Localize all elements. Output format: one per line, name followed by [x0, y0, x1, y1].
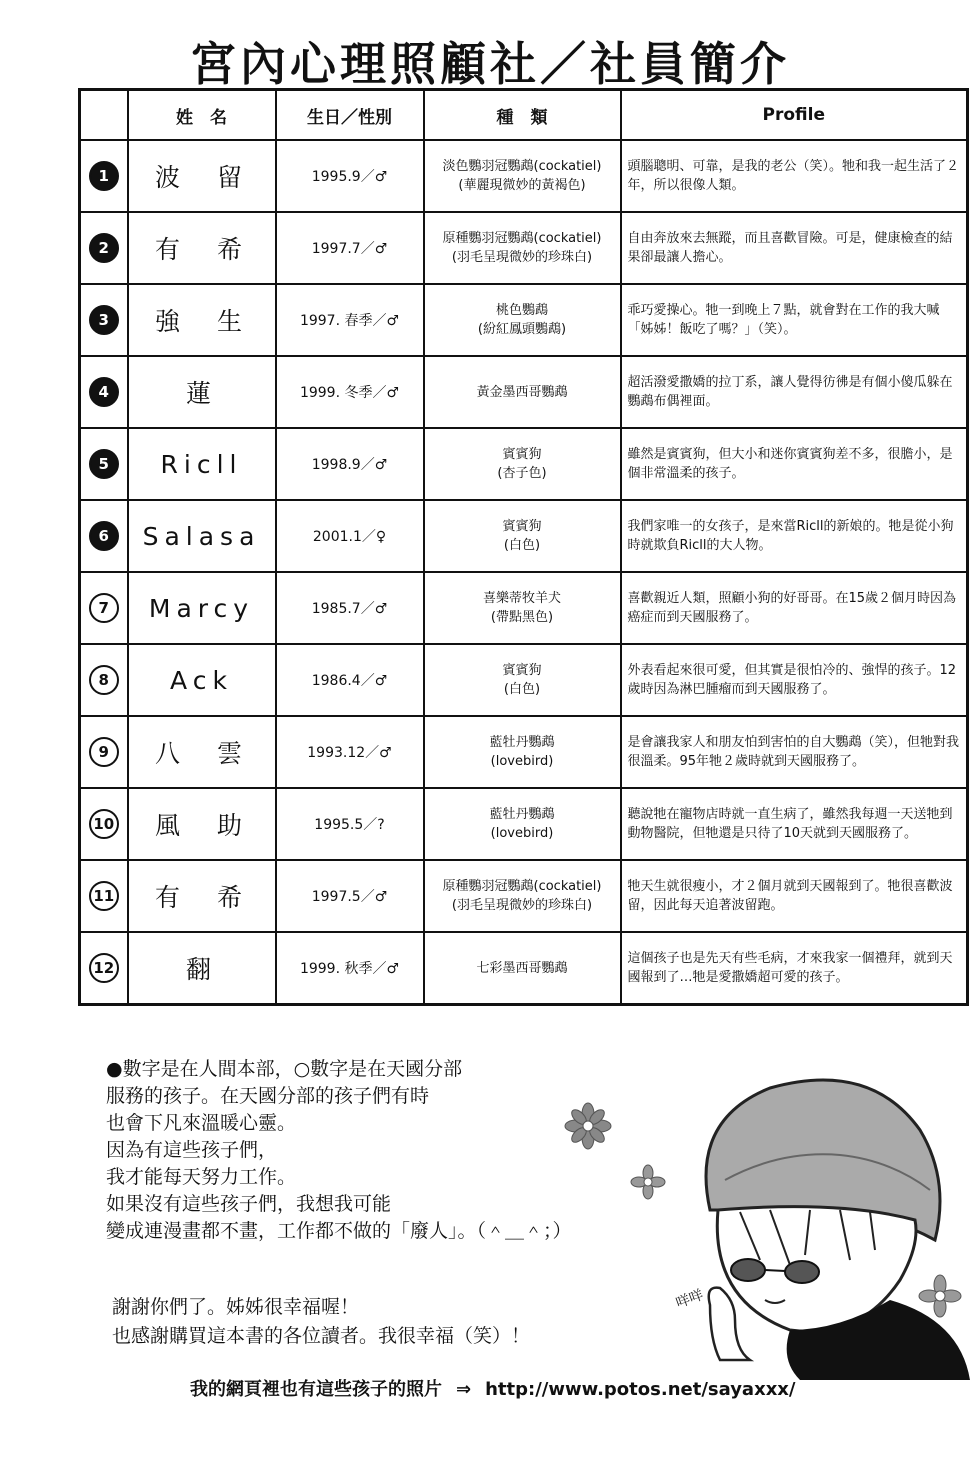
row-name-cell: 風 助	[128, 788, 276, 860]
row-name-cell: Marcy	[128, 572, 276, 644]
row-birth-cell: 1997.5／♂	[276, 860, 424, 932]
row-profile-cell: 自由奔放來去無蹤，而且喜歡冒險。可是，健康檢查的結果卻最讓人擔心。	[621, 212, 968, 284]
row-birth-cell: 1999. 冬季／♂	[276, 356, 424, 428]
row-breed-cell	[424, 716, 621, 788]
row-name-cell: 有 希	[128, 212, 276, 284]
row-number-marker: 1	[89, 161, 119, 191]
row-number-marker: 9	[89, 737, 119, 767]
breed-line: 喜樂蒂牧羊犬	[482, 591, 561, 606]
note-line: 也會下凡來溫暖心靈。	[106, 1112, 297, 1134]
row-birth-cell: 1999. 秋季／♂	[276, 932, 424, 1005]
row-breed-cell	[424, 644, 621, 716]
row-profile-cell: 是會讓我家人和朋友怕到害怕的自大鸚鵡（笑），但牠對我很溫柔。95年牠２歲時就到天國服務了。	[621, 716, 968, 788]
table-row	[80, 572, 968, 644]
row-profile-cell: 乖巧愛操心。牠一到晚上７點，就會對在工作的我大喊「姊姊！飯吃了嗎？」（笑）。	[621, 284, 968, 356]
row-breed-cell	[424, 428, 621, 500]
breed-line: 藍牡丹鸚鵡	[489, 735, 555, 750]
sfx-text: 咩咩	[673, 1287, 706, 1312]
row-number-marker: 7	[89, 593, 119, 623]
row-number-cell	[80, 284, 128, 356]
row-breed-cell	[424, 140, 621, 212]
table-row	[80, 284, 968, 356]
row-number-cell	[80, 572, 128, 644]
table-row	[80, 428, 968, 500]
member-table-wrap	[78, 88, 966, 1006]
row-profile-cell: 外表看起來很可愛，但其實是很怕冷的、強悍的孩子。12歲時因為淋巴腫瘤而到天國服務了。	[621, 644, 968, 716]
member-table	[78, 88, 969, 1006]
table-row	[80, 500, 968, 572]
row-number-cell	[80, 644, 128, 716]
note-line: ●數字是在人間本部，○數字是在天國分部	[106, 1058, 463, 1080]
header-name: 姓 名	[128, 90, 276, 141]
row-profile-cell: 這個孩子也是先天有些毛病，才來我家一個禮拜，就到天國報到了…牠是愛撒嬌超可愛的孩子。	[621, 932, 968, 1005]
breed-line: 原種鸚羽冠鸚鵡(cockatiel)	[442, 879, 602, 894]
breed-sub-line: (lovebird)	[490, 754, 554, 769]
row-number-marker: 2	[89, 233, 119, 263]
breed-line: 黃金墨西哥鸚鵡	[476, 384, 568, 400]
row-birth-cell: 1993.12／♂	[276, 716, 424, 788]
row-name-cell: Ricll	[128, 428, 276, 500]
table-row	[80, 140, 968, 212]
breed-line: 賓賓狗	[502, 663, 542, 678]
row-number-cell	[80, 428, 128, 500]
row-breed-cell	[424, 932, 621, 1005]
row-number-marker: 3	[89, 305, 119, 335]
note-line: 我才能每天努力工作。	[106, 1166, 297, 1188]
breed-sub-line: (杏子色)	[497, 466, 547, 481]
row-profile-cell: 頭腦聰明、可靠，是我的老公（笑）。牠和我一起生活了２年，所以很像人類。	[621, 140, 968, 212]
row-name-cell: 有 希	[128, 860, 276, 932]
row-number-marker: 11	[89, 881, 119, 911]
breed-line: 七彩墨西哥鸚鵡	[476, 960, 568, 976]
row-number-marker: 4	[89, 377, 119, 407]
row-name-cell: 蓮	[128, 356, 276, 428]
table-row	[80, 932, 968, 1005]
row-number-cell	[80, 860, 128, 932]
row-number-cell	[80, 788, 128, 860]
row-name-cell: Ack	[128, 644, 276, 716]
note-line: 變成連漫畫都不畫，工作都不做的「廢人」。（＾＿＾；）	[106, 1220, 572, 1242]
row-name-cell: 強 生	[128, 284, 276, 356]
breed-line: 賓賓狗	[502, 447, 542, 462]
row-breed-cell	[424, 356, 621, 428]
note-line: 服務的孩子。在天國分部的孩子們有時	[106, 1085, 430, 1107]
breed-sub-line: (紛紅鳳頭鸚鵡)	[477, 322, 567, 337]
row-number-cell	[80, 932, 128, 1005]
author-illustration	[540, 1060, 980, 1380]
row-number-cell	[80, 212, 128, 284]
header-number	[80, 90, 128, 141]
breed-sub-line: (白色)	[503, 682, 541, 697]
row-profile-cell: 聽說牠在寵物店時就一直生病了，雖然我每週一天送牠到動物醫院，但牠還是只待了10天就到天國服務了。	[621, 788, 968, 860]
breed-sub-line: (華麗現微妙的黃褐色)	[458, 178, 586, 193]
row-number-marker: 12	[89, 953, 119, 983]
row-profile-cell: 牠天生就很瘦小，才２個月就到天國報到了。牠很喜歡波留，因此每天追著波留跑。	[621, 860, 968, 932]
row-number-marker: 8	[89, 665, 119, 695]
table-header-row	[80, 90, 968, 141]
table-row	[80, 212, 968, 284]
row-number-marker: 5	[89, 449, 119, 479]
table-row	[80, 716, 968, 788]
note-line: 因為有這些孩子們，	[106, 1139, 278, 1161]
breed-line: 賓賓狗	[502, 519, 542, 534]
row-birth-cell: 1997.7／♂	[276, 212, 424, 284]
row-number-cell	[80, 500, 128, 572]
breed-line: 桃色鸚鵡	[495, 303, 548, 318]
arrow-icon: ⇒	[456, 1379, 472, 1400]
row-breed-cell	[424, 500, 621, 572]
row-birth-cell: 1985.7／♂	[276, 572, 424, 644]
row-number-marker: 10	[89, 809, 119, 839]
header-breed: 種 類	[424, 90, 621, 141]
table-row	[80, 860, 968, 932]
row-name-cell: 波 留	[128, 140, 276, 212]
header-birth: 生日／性別	[276, 90, 424, 141]
row-name-cell: 八 雲	[128, 716, 276, 788]
row-profile-cell: 超活潑愛撒嬌的拉丁系，讓人覺得彷彿是有個小傻瓜躲在鸚鵡布偶裡面。	[621, 356, 968, 428]
table-row	[80, 356, 968, 428]
website-label: 我的網頁裡也有這些孩子的照片	[190, 1379, 442, 1400]
website-url[interactable]: http://www.potos.net/sayaxxx/	[485, 1379, 796, 1400]
row-name-cell: 翻	[128, 932, 276, 1005]
row-number-cell	[80, 140, 128, 212]
row-birth-cell: 1995.5／?	[276, 788, 424, 860]
row-breed-cell	[424, 860, 621, 932]
row-profile-cell: 雖然是賓賓狗，但大小和迷你賓賓狗差不多，很膽小，是個非常溫柔的孩子。	[621, 428, 968, 500]
breed-sub-line: (白色)	[503, 538, 541, 553]
row-number-marker: 6	[89, 521, 119, 551]
breed-sub-line: (羽毛呈現微妙的珍珠白)	[451, 898, 593, 913]
row-birth-cell: 1986.4／♂	[276, 644, 424, 716]
breed-sub-line: (羽毛呈現微妙的珍珠白)	[451, 250, 593, 265]
page-title: 宮內心理照顧社／社員簡介	[190, 37, 790, 91]
website-line	[190, 1375, 910, 1401]
table-row	[80, 788, 968, 860]
row-birth-cell: 2001.1／♀	[276, 500, 424, 572]
header-profile: Profile	[621, 90, 968, 141]
row-birth-cell: 1997. 春季／♂	[276, 284, 424, 356]
row-number-cell	[80, 356, 128, 428]
row-breed-cell	[424, 212, 621, 284]
row-breed-cell	[424, 788, 621, 860]
row-profile-cell: 我們家唯一的女孩子，是來當Ricll的新娘的。牠是從小狗時就欺負Ricll的大人物。	[621, 500, 968, 572]
thanks-line: 也感謝購買這本書的各位讀者。我很幸福（笑）！	[112, 1325, 531, 1347]
note-line: 如果沒有這些孩子們，我想我可能	[106, 1193, 392, 1215]
row-name-cell: Salasa	[128, 500, 276, 572]
breed-line: 原種鸚羽冠鸚鵡(cockatiel)	[442, 231, 602, 246]
flower-icon	[919, 1275, 961, 1317]
row-number-cell	[80, 716, 128, 788]
breed-line: 淡色鸚羽冠鸚鵡(cockatiel)	[442, 159, 602, 174]
breed-sub-line: (帶點黑色)	[490, 610, 554, 625]
breed-sub-line: (lovebird)	[490, 826, 554, 841]
row-breed-cell	[424, 284, 621, 356]
row-birth-cell: 1998.9／♂	[276, 428, 424, 500]
thanks-line: 謝謝你們了。姊姊很幸福喔！	[112, 1296, 360, 1318]
row-breed-cell	[424, 572, 621, 644]
breed-line: 藍牡丹鸚鵡	[489, 807, 555, 822]
flower-icon	[565, 1103, 611, 1149]
row-profile-cell: 喜歡親近人類，照顧小狗的好哥哥。在15歲２個月時因為癌症而到天國服務了。	[621, 572, 968, 644]
table-body	[80, 140, 968, 1005]
row-birth-cell: 1995.9／♂	[276, 140, 424, 212]
table-row	[80, 644, 968, 716]
flower-icon	[631, 1165, 665, 1199]
